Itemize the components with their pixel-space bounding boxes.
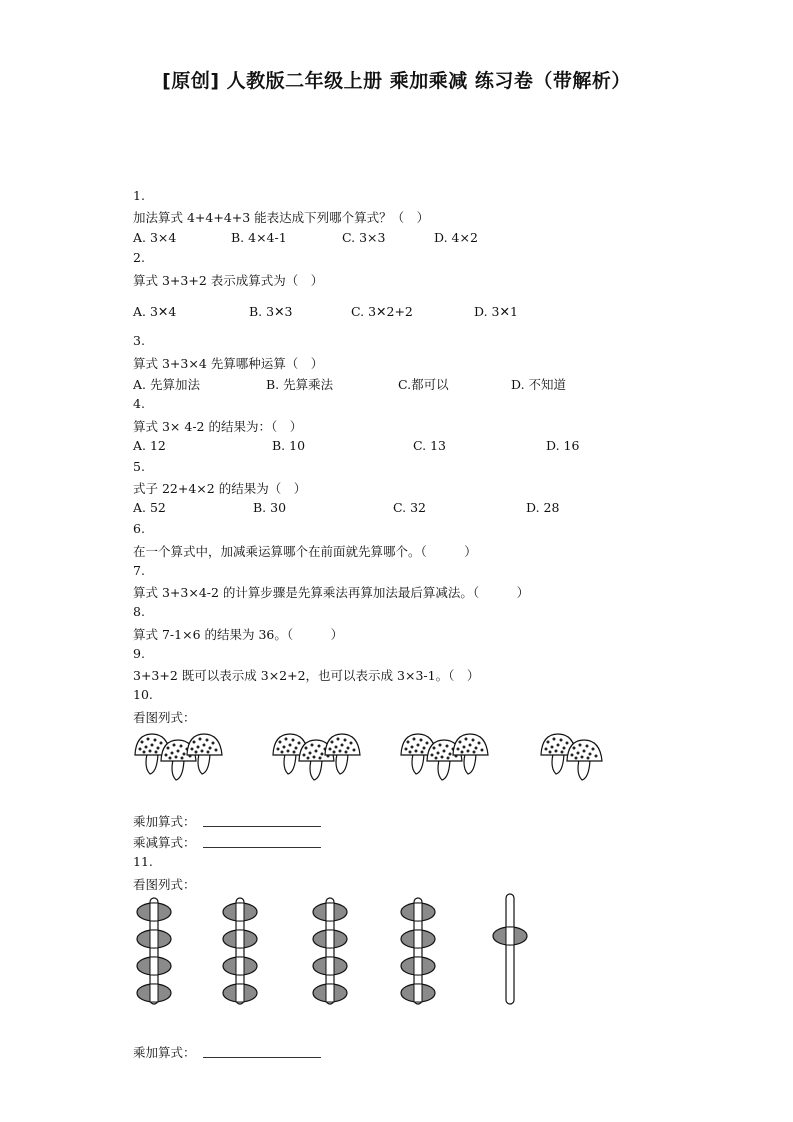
q3-number: 3. [133,333,145,348]
mushroom-icon [325,734,360,774]
q4-text: 算式 3× 4-2 的结果为：（ ） [133,419,303,434]
q4-option-b: B. 10 [272,438,306,453]
q9-number: 9. [133,646,145,661]
q5-option-b: B. 30 [253,500,287,515]
q8-number: 8. [133,604,145,619]
q2-option-d: D. 3✕1 [474,304,518,319]
q10-multiply-add-blank[interactable] [203,826,321,827]
q4-number: 4. [133,396,145,411]
q9-text: 3+3+2 既可以表示成 3×2+2，也可以表示成 3×3-1。（ ） [133,668,480,683]
q5-option-d: D. 28 [526,500,560,515]
bead-stick-icon [493,894,527,1004]
q10-multiply-add-label: 乘加算式： [133,814,196,829]
q6-number: 6. [133,521,145,536]
mushroom-icon [453,734,488,774]
q2-text: 算式 3+3+2 表示成算式为（ ） [133,273,324,288]
q6-text: 在一个算式中，加减乘运算哪个在前面就先算哪个。（ ） [133,544,477,559]
mushroom-icon [187,734,222,774]
q3-option-d: D. 不知道 [511,377,567,392]
q10-multiply-subtract-label: 乘减算式： [133,835,196,850]
q1-option-a: A. 3×4 [133,230,177,245]
mushroom-icon [567,740,602,780]
q1-number: 1. [133,188,145,203]
q5-option-c: C. 32 [393,500,426,515]
bead-stick-icon [313,898,347,1004]
q5-number: 5. [133,459,145,474]
q3-option-b: B. 先算乘法 [266,377,334,392]
q4-option-a: A. 12 [133,438,166,453]
q11-number: 11. [133,854,153,869]
q4-option-d: D. 16 [546,438,580,453]
q10-number: 10. [133,687,153,702]
q2-option-b: B. 3✕3 [249,304,293,319]
q2-option-c: C. 3✕2+2 [351,304,413,319]
bead-stick-picture [130,892,540,1012]
q1-option-b: B. 4×4-1 [231,230,287,245]
q1-option-d: D. 4×2 [434,230,478,245]
q3-option-a: A. 先算加法 [133,377,200,392]
q5-text: 式子 22+4×2 的结果为（ ） [133,481,307,496]
q2-number: 2. [133,250,145,265]
bead-stick-icon [401,898,435,1004]
q2-option-a: A. 3✕4 [133,304,177,319]
q11-multiply-add-blank[interactable] [203,1057,321,1058]
bead-stick-icon [137,898,171,1004]
q1-option-c: C. 3×3 [342,230,386,245]
q3-option-c: C.都可以 [398,377,449,392]
q5-option-a: A. 52 [133,500,166,515]
mushroom-picture [130,726,620,786]
q10-text: 看图列式： [133,710,196,725]
q7-text: 算式 3+3×4-2 的计算步骤是先算乘法再算加法最后算减法。（ ） [133,585,530,600]
q1-text: 加法算式 4+4+4+3 能表达成下列哪个算式？（ ） [133,210,430,225]
q3-text: 算式 3+3×4 先算哪种运算（ ） [133,356,324,371]
q8-text: 算式 7-1×6 的结果为 36。（ ） [133,627,344,642]
q4-option-c: C. 13 [413,438,446,453]
q7-number: 7. [133,563,145,578]
q10-multiply-subtract-blank[interactable] [203,847,321,848]
q11-multiply-add-label: 乘加算式： [133,1045,196,1060]
q11-text: 看图列式： [133,877,196,892]
bead-stick-icon [223,898,257,1004]
page-title: [原创] 人教版二年级上册 乘加乘减 练习卷（带解析） [162,70,631,92]
